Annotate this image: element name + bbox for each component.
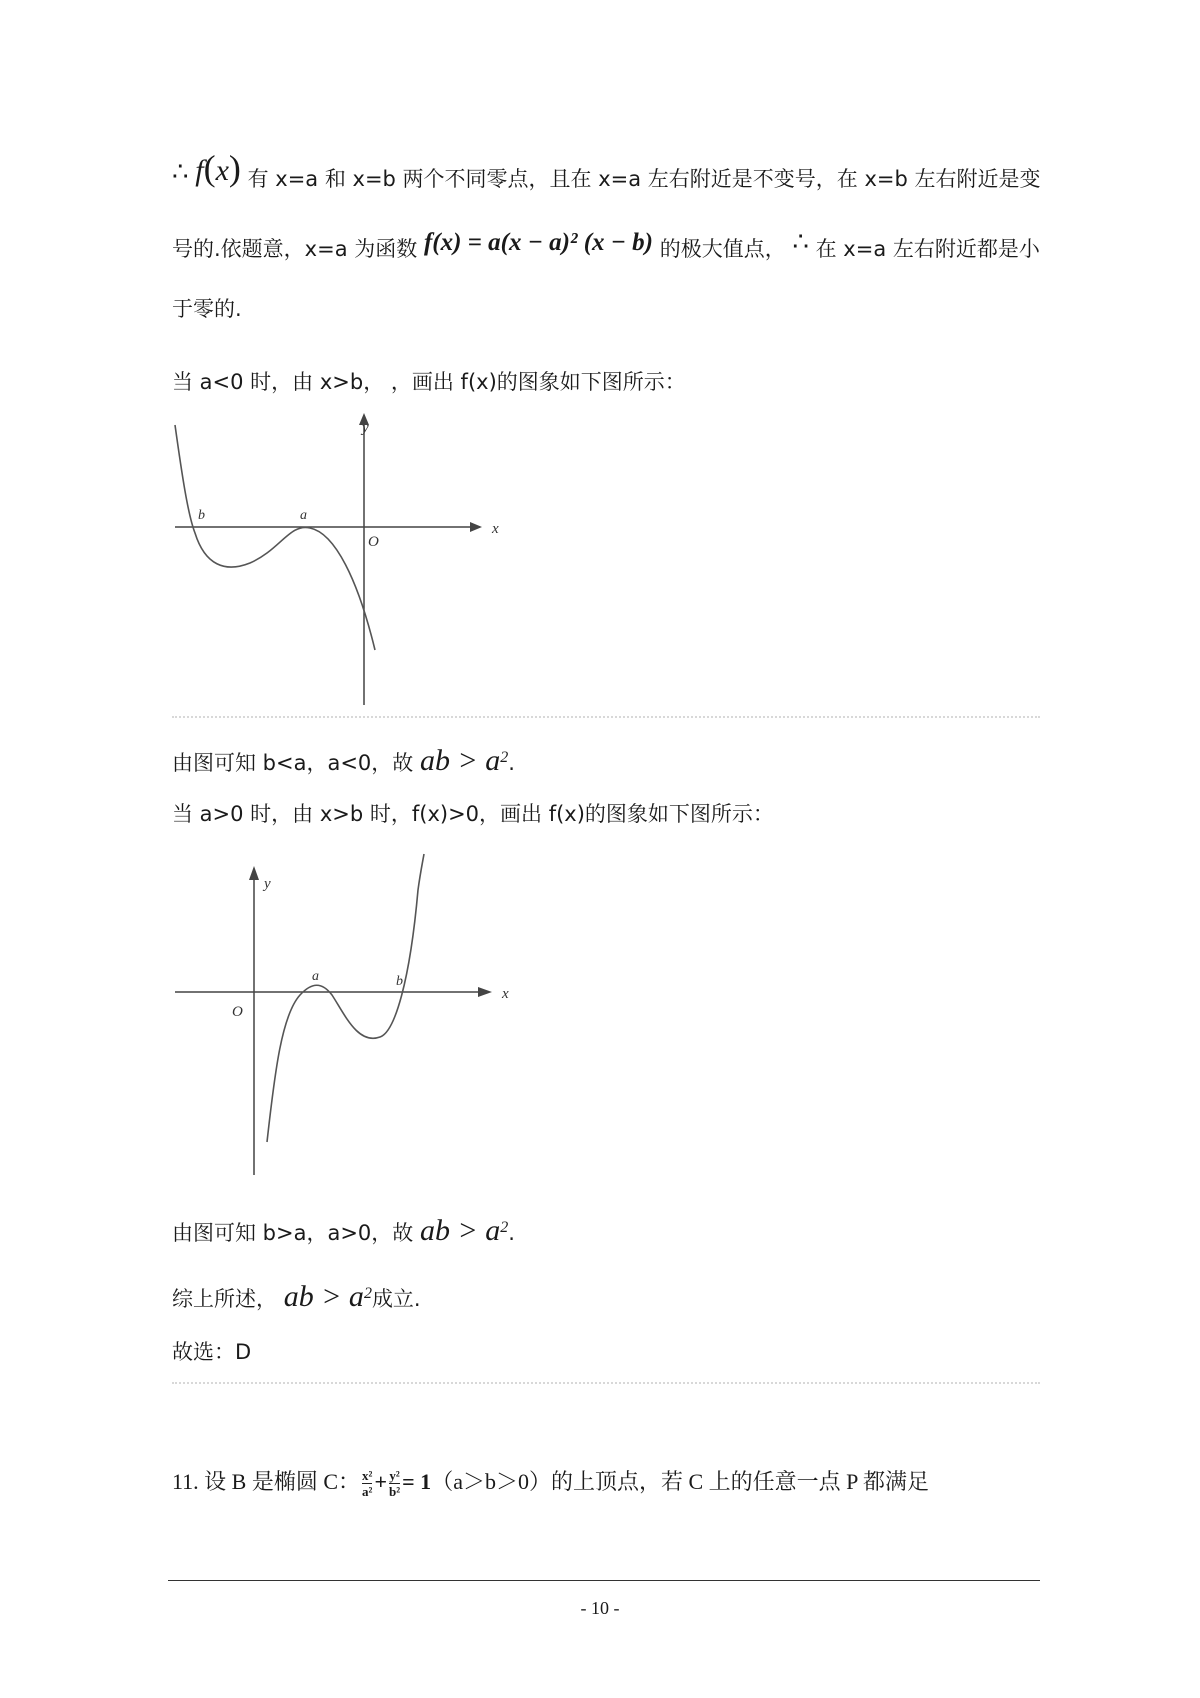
conclusion2-text: 由图可知 b>a，a>0，故	[172, 1221, 414, 1245]
graph1-point-a-label: a	[300, 508, 307, 523]
therefore-symbol: ∴	[172, 157, 189, 187]
q11-frac1-num: x²	[362, 1468, 373, 1484]
graph2-svg	[170, 850, 530, 1180]
fx-rparen: )	[228, 148, 241, 188]
summary-text: 综上所述，	[172, 1287, 277, 1311]
conclusion2-sup: 2	[500, 1219, 509, 1236]
q11-plus: +	[374, 1469, 387, 1494]
graph-case-positive	[170, 850, 530, 1180]
graph1-y-label: y	[362, 420, 369, 436]
answer: 故选：D	[172, 1340, 252, 1364]
summary	[172, 1280, 421, 1313]
graph2-origin-label: O	[232, 1004, 243, 1020]
graph2-point-b-label: b	[396, 974, 403, 989]
graph2-y-arrow-icon	[249, 866, 259, 880]
q11-equals-one: = 1	[402, 1469, 432, 1494]
para1-line3: 于零的.	[172, 297, 242, 321]
para1-line1	[172, 148, 1041, 191]
graph2-x-arrow-icon	[478, 987, 492, 997]
summary-sup: 2	[363, 1285, 372, 1302]
para1-line2-pre: 号的.依题意，x=a 为函数	[172, 237, 418, 261]
graph1-curve	[175, 425, 375, 650]
summary-end: 成立.	[371, 1287, 421, 1311]
conclusion2-end: .	[508, 1221, 515, 1245]
q11-frac2-den: b²	[389, 1484, 401, 1500]
q11-frac-y	[389, 1469, 400, 1498]
conclusion1-text: 由图可知 b<a，a<0，故	[172, 751, 414, 775]
para1-line1-text: 有 x=a 和 x=b 两个不同零点，且在 x=a 左右附近是不变号，在 x=b 左右附近是变	[247, 167, 1041, 191]
divider-1	[172, 716, 1040, 718]
graph1-origin-label: O	[368, 534, 379, 550]
para1-line2	[172, 227, 1040, 263]
page-number: - 10 -	[580, 1598, 620, 1618]
q11-prefix: 11. 设 B 是椭圆 C：	[172, 1469, 361, 1494]
fx-f: f	[195, 154, 204, 187]
case2-text: 当 a>0 时，由 x>b 时，f(x)>0，画出 f(x)的图象如下图所示：	[172, 802, 774, 826]
graph2-x-label: x	[502, 986, 509, 1002]
case1-text: 当 a<0 时，由 x>b， ，画出 f(x)的图象如下图所示：	[172, 370, 686, 394]
question-11	[172, 1468, 929, 1498]
conclusion1-end: .	[508, 751, 515, 775]
conclusion2	[172, 1214, 515, 1247]
fx-lparen: (	[203, 148, 216, 188]
graph2-curve	[267, 854, 424, 1142]
para1-line2-end: 在 x=a 左右附近都是小	[815, 237, 1040, 261]
graph1-point-b-label: b	[198, 508, 205, 523]
q11-frac1-den: a²	[362, 1484, 373, 1500]
graph1-x-label: x	[492, 521, 499, 537]
conclusion2-formula: ab > a	[419, 1214, 501, 1247]
summary-formula: ab > a	[283, 1280, 364, 1313]
graph-case-negative	[170, 405, 510, 705]
para1-line2-post: 的极大值点，	[659, 237, 786, 261]
formula-fx-definition: f(x) = a(x − a)² (x − b)	[423, 229, 654, 256]
fx-x: x	[215, 154, 229, 187]
graph1-svg	[170, 405, 510, 705]
graph2-y-label: y	[264, 876, 271, 892]
conclusion1	[172, 744, 515, 777]
graph2-point-a-label: a	[312, 969, 319, 984]
footer-rule	[168, 1580, 1040, 1581]
conclusion1-sup: 2	[500, 749, 509, 766]
q11-frac2-num: y²	[389, 1468, 400, 1484]
therefore-symbol-2: ∴	[792, 227, 809, 257]
graph1-x-arrow-icon	[470, 522, 482, 532]
divider-2	[172, 1382, 1040, 1384]
q11-frac-x	[362, 1469, 372, 1498]
conclusion1-formula: ab > a	[419, 744, 501, 777]
q11-suffix: （a＞b＞0）的上顶点，若 C 上的任意一点 P 都满足	[431, 1469, 930, 1494]
